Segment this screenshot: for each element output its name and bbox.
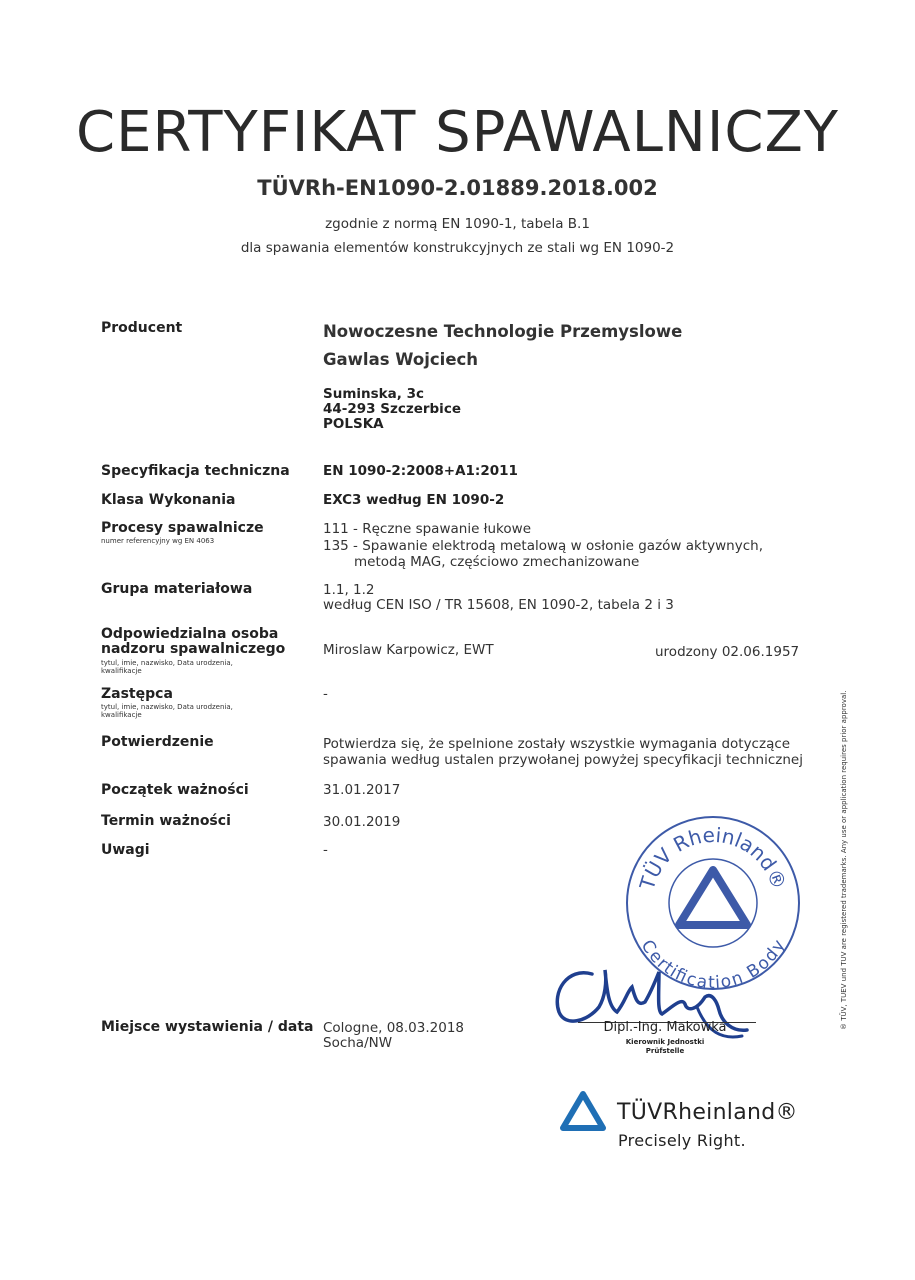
supervisor-born: urodzony 02.06.1957 bbox=[655, 644, 800, 660]
certificate-number: TÜVRh-EN1090-2.01889.2018.002 bbox=[257, 176, 658, 200]
signer-name: Dipl.-Ing. Makowka bbox=[603, 1020, 727, 1035]
remarks-label: Uwagi bbox=[101, 842, 150, 858]
deputy-value: - bbox=[323, 686, 328, 702]
start-label: Początek ważności bbox=[101, 782, 249, 798]
producer-name-line2: Gawlas Wojciech bbox=[323, 350, 479, 369]
spec-value: EN 1090-2:2008+A1:2011 bbox=[323, 463, 518, 479]
deputy-note-line2: kwalifikacje bbox=[101, 711, 142, 719]
stamp-triangle-icon bbox=[679, 870, 747, 925]
issue-line2: Socha/NW bbox=[323, 1035, 393, 1051]
end-label: Termin ważności bbox=[101, 813, 231, 829]
producer-name-line1: Nowoczesne Technologie Przemyslowe bbox=[323, 322, 683, 341]
class-label: Klasa Wykonania bbox=[101, 492, 236, 508]
stamp-bottom-text: Certification Body bbox=[636, 936, 790, 994]
supervisor-value: Miroslaw Karpowicz, EWT bbox=[323, 642, 494, 658]
supervisor-note-line1: tytul, imie, nazwisko, Data urodzenia, bbox=[101, 659, 233, 667]
process-line3: metodą MAG, częściowo zmechanizowane bbox=[354, 554, 640, 570]
confirm-line1: Potwierdza się, że spelnione zostały wszystkie wymagania dotyczące bbox=[323, 736, 791, 752]
supervisor-note-line2: kwalifikacje bbox=[101, 667, 142, 675]
spec-label: Specyfikacja techniczna bbox=[101, 463, 290, 479]
producer-label: Producent bbox=[101, 320, 183, 336]
process-line1: 111 - Ręczne spawanie łukowe bbox=[323, 521, 531, 537]
issue-line1: Cologne, 08.03.2018 bbox=[323, 1020, 465, 1036]
tuv-logo-tagline: Precisely Right. bbox=[618, 1131, 746, 1150]
deputy-note-line1: tytul, imie, nazwisko, Data urodzenia, bbox=[101, 703, 233, 711]
trademark-note: ® TÜV, TUEV und TUV are registered trademarks. Any use or application requires prior approval. bbox=[840, 690, 848, 1030]
confirm-label: Potwierdzenie bbox=[101, 734, 214, 750]
material-line2: według CEN ISO / TR 15608, EN 1090-2, tabela 2 i 3 bbox=[323, 597, 674, 613]
deputy-label: Zastępca bbox=[101, 686, 173, 702]
tuv-logo-name: TÜVRheinland® bbox=[617, 1100, 798, 1125]
remarks-value: - bbox=[323, 842, 328, 858]
producer-street: Suminska, 3c bbox=[323, 386, 424, 402]
signer-role-line2: Prüfstelle bbox=[645, 1047, 685, 1055]
stamp-top-text: TÜV Rheinland® bbox=[634, 822, 792, 893]
material-line1: 1.1, 1.2 bbox=[323, 582, 375, 598]
material-label: Grupa materiałowa bbox=[101, 581, 253, 597]
end-value: 30.01.2019 bbox=[323, 814, 401, 830]
subtitle-norm: zgodnie z normą EN 1090-1, tabela B.1 bbox=[325, 216, 590, 232]
signer-role-line1: Kierownik Jednostki bbox=[625, 1038, 705, 1046]
producer-city: 44-293 Szczerbice bbox=[323, 401, 461, 417]
subtitle-scope: dla spawania elementów konstrukcyjnych ze stali wg EN 1090-2 bbox=[240, 240, 675, 256]
confirm-line2: spawania według ustalen przywołanej powyżej specyfikacji technicznej bbox=[323, 752, 803, 768]
process-label: Procesy spawalnicze bbox=[101, 520, 264, 536]
class-value: EXC3 według EN 1090-2 bbox=[323, 492, 505, 508]
supervisor-label-line1: Odpowiedzialna osoba bbox=[101, 626, 279, 642]
start-value: 31.01.2017 bbox=[323, 782, 401, 798]
tuv-triangle-logo-icon bbox=[559, 1090, 607, 1132]
process-note: numer referencyjny wg EN 4063 bbox=[101, 537, 215, 545]
issue-label: Miejsce wystawienia / data bbox=[101, 1019, 314, 1035]
producer-country: POLSKA bbox=[323, 416, 384, 432]
supervisor-label-line2: nadzoru spawalniczego bbox=[101, 641, 286, 657]
page-title: CERTYFIKAT SPAWALNICZY bbox=[75, 100, 840, 165]
process-line2: 135 - Spawanie elektrodą metalową w osłonie gazów aktywnych, bbox=[323, 538, 763, 554]
